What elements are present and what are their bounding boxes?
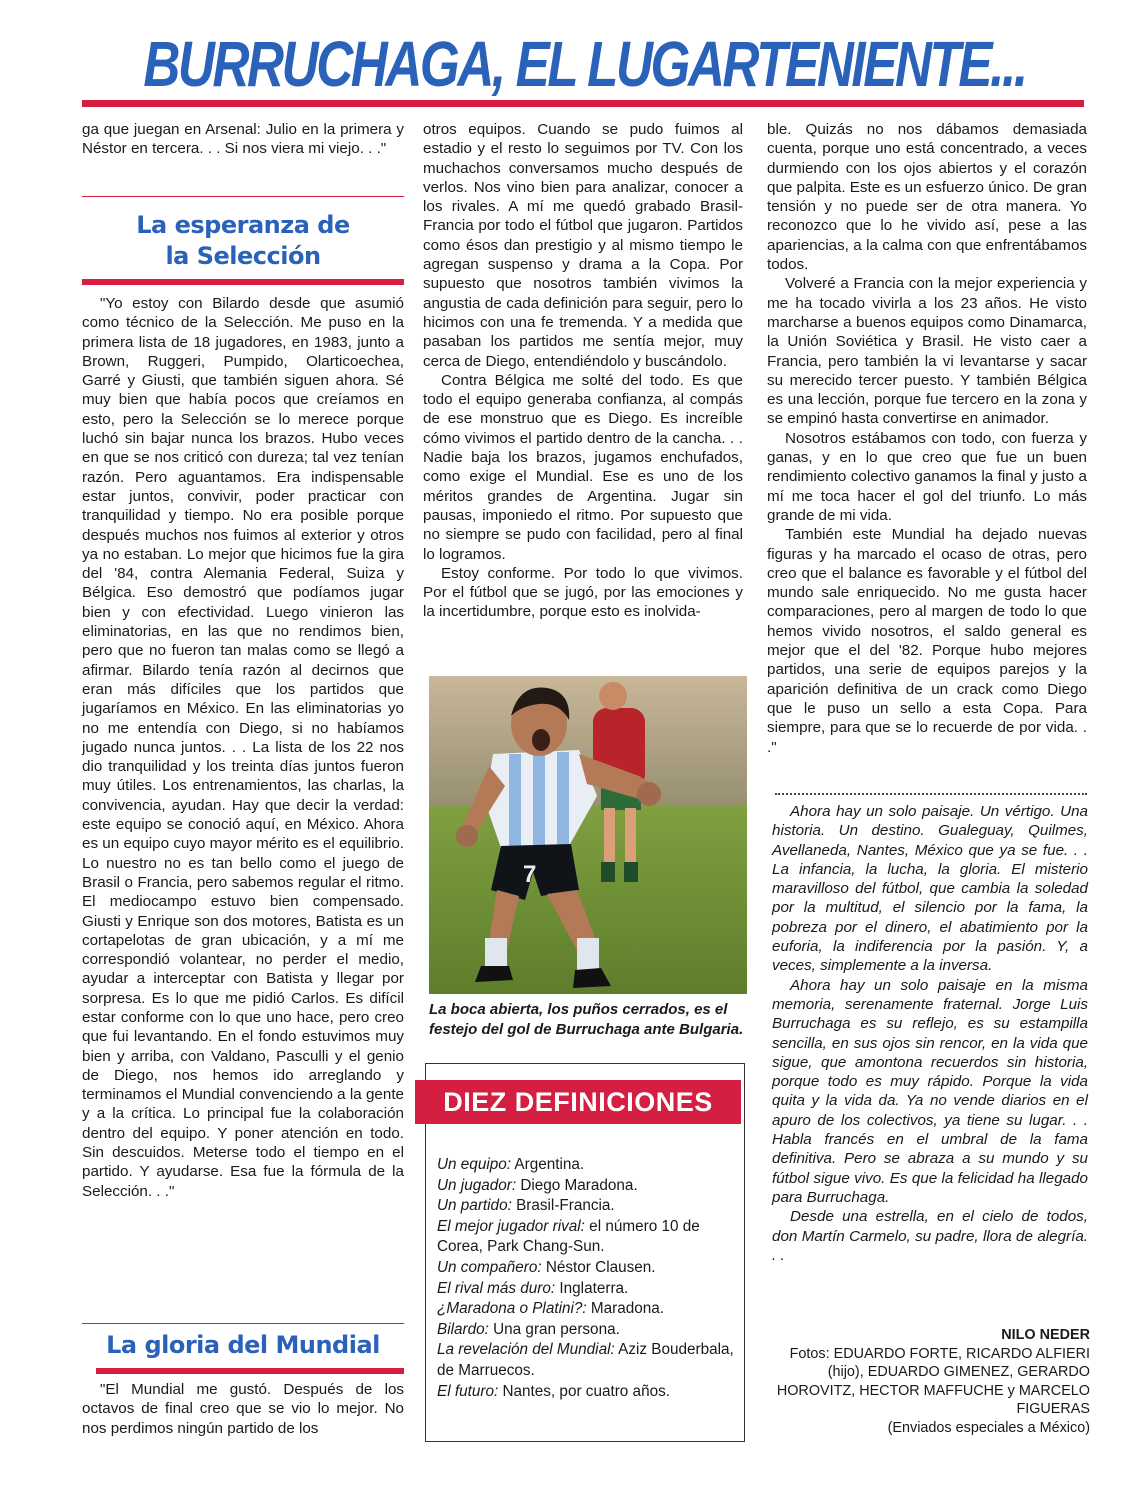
section-heading-esperanza <box>82 210 404 272</box>
paragraph: Contra Bélgica me solté del todo. Es que todo el equipo generaba confianza, al compás de ese monstruo que es Diego. Es increíble cómo vivimos el partido dentro de la cancha. . . Nadie baja los brazos, jugamos enchufados, como exige el Mundial. Ese es uno de los méritos grandes de Argentina. Jugar sin pausas, imponiedo el ritmo. Por supuesto que no siempre se pudo con facilidad, pero al final lo logramos. <box>423 371 743 563</box>
list-item: Un compañero: Néstor Clausen. <box>437 1258 656 1276</box>
paragraph: Ahora hay un solo paisaje. Un vértigo. Una historia. Un destino. Gualeguay, Quilmes, Avellaneda, Nantes, México que ya se fue. . . La infancia, la lucha, la gloria. El misterio maravilloso del fútbol, que cambia la soledad por la multitud, el silencio por la fama, la pobreza por el dinero, el abatimiento por la euforia, la indiferencia por la pasión. Y, a veces, simplemente a la inversa. <box>772 803 1088 975</box>
paragraph: Estoy conforme. Por todo lo que vivimos. Por el fútbol que se jugó, por las emociones y la incertidumbre, porque esto es inolvida- <box>423 564 743 621</box>
heading-line: La esperanza de <box>136 211 350 239</box>
section-rule <box>82 279 404 285</box>
page-title: BURRUCHAGA, EL LUGARTENIENTE... <box>143 28 1026 100</box>
photo-caption: La boca abierta, los puños cerrados, es el festejo del gol de Burruchaga ante Bulgaria. <box>429 1001 744 1038</box>
paragraph: Nosotros estábamos con todo, con fuerza y ganas, y en lo que creo que fue un buen rendimiento colectivo ganamos la final y justo a mí me toca hacer el gol del triunfo. Lo más grande de mi vida. <box>767 429 1087 524</box>
jersey-number: 7 <box>523 861 537 888</box>
paragraph: ble. Quizás no nos dábamos demasiada cuenta, porque uno está concentrado, a veces durmiendo con los ojos abiertos y el corazón que palpita. Este es un esfuerzo único. De gran tensión y no puede ser de otra manera. Yo reconozco que lo he vivido así, pese a las apariencias, a la calma con que enfrentábamos todos. <box>767 121 1087 274</box>
paragraph: Volveré a Francia con la mejor experiencia y me ha tocado vivirla a los 23 años. He visto marcharse a buenos equipos como Dinamarca, la Unión Soviética y Brasil. He visto caer a Francia, pero también la vi levantarse y sacar su merecido tercer puesto. Y también Bélgica es una lección, porque fue tercero en la zona y se empinó hasta convertirse en animador. <box>767 275 1087 428</box>
paragraph: otros equipos. Cuando se pudo fuimos al estadio y el resto lo seguimos por TV. Con los muchachos conversamos mucho después de verlos. Nos vino bien para analizar, conocer a los rivales. A mí me quedó grabado Brasil-Francia por todo el fútbol que jugaron. Partidos como ésos dan prestigio y al mismo tiempo le agregan suspenso y drama a la Copa. Por supuesto que nosotros también vivimos la angustia de cada definición para seguir, pero lo hicimos con una fe tremenda. Y a medida que pasaban los partidos me sentía mejor, muy cerca de Diego, entendiéndolo y buscándolo. <box>423 121 743 370</box>
paragraph: "Yo estoy con Bilardo desde que asumió como técnico de la Selección. Me puso en la primera lista de 18 jugadores, en 1983, junto a Brown, Ruggeri, Pumpido, Olarticoechea, Garré y Giusti, que también siguen ahora. Sé muy bien que había pocos que creíamos en esto, pero la Selección se lo merece porque luchó sin bajar nunca los brazos. Hubo veces en que se nos criticó con dureza; tal vez tenían razón. Pero aguantamos. Era indispensable estar juntos, convivir, poder practicar con tranquilidad y tiempo. No era posible porque después muchos nos fuimos al exterior y otros ya no estaban. Lo mejor que hicimos fue la gira del '84, contra Alemania Federal, Suiza y Bélgica. Eso demostró que podíamos jugar bien y con efectividad. Luego vinieron las eliminatorias, en las que no rendimos bien, pero que no fueron tan malas como se llegó a afirmar. Bilardo tenía razón al decirnos que eran más difíciles que los partidos que jugaríamos en México. En las eliminatorias yo no me entendía con Diego, si no habíamos jugado nunca juntos. . . La lista de los 22 nos dio tranquilidad y los treinta días juntos fueron muy útiles. Los entrenamientos, las charlas, la convivencia, ayudan. Hay que decir la verdad: este equipo se conoció aquí, en México. Ahora es un equipo cuyo mayor mérito es el equilibrio. Lo nuestro no es tan bello como el juego de Brasil o Francia, pero sabemos regular el ritmo. El mediocampo estuvo bien compensado. Giusti y Enrique son dos motores, Batista es un cortapelotas de gran ubicación, y a mí me correspondió volantear, no perder el medio, ayudar a interceptar con Batista y llegar por sorpresa. Es lo que me pidió Carlos. Es difícil estar conforme con lo que uno hace, pero creo que fui levantando. En el fondo estuvimos muy bien y arriba, con Valdano, Pasculli y el genio de Diego, nos hemos ido arreglando y terminamos el Mundial convenciendo a la gente y a la crítica. Lo principal fue la colaboración dentro del equipo. Y poner atención en todo. Sin descuidos. Meterse todo el tiempo en el partido. Y ayudarse. Esa fue la fórmula de la Selección. . ." <box>82 295 404 1200</box>
paragraph: "El Mundial me gustó. Después de los octavos de final creo que se vio lo mejor. No nos perdimos ningún partido de los <box>82 1381 404 1437</box>
column-1-top <box>82 120 404 159</box>
credits <box>768 1326 1090 1438</box>
heading-line: la Selección <box>165 242 321 270</box>
column-3 <box>767 120 1087 757</box>
section-rule <box>82 196 404 197</box>
credits-note: (Enviados especiales a México) <box>887 1419 1090 1436</box>
player-photo <box>429 676 747 994</box>
section-body-esperanza <box>82 294 404 1201</box>
epilogue <box>772 802 1088 1265</box>
column-2 <box>423 120 743 622</box>
paragraph: ga que juegan en Arsenal: Julio en la primera y Néstor en tercera. . . Si nos viera mi viejo. . ." <box>82 121 404 158</box>
list-item: El mejor jugador rival: el número 10 de Corea, Park Chang-Sun. <box>437 1217 700 1256</box>
photo-illustration <box>429 676 747 994</box>
list-item: El rival más duro: Inglaterra. <box>437 1279 629 1297</box>
section-rule <box>82 1323 404 1324</box>
definitions-list <box>437 1155 737 1402</box>
paragraph: Ahora hay un solo paisaje en la misma memoria, serenamente fraternal. Jorge Luis Burruchaga es su reflejo, es su estampilla sencilla, en sus ojos sin rencor, en la vida que sigue, que amontona recuerdos sin historia, porque todo es muy rápido. Porque la vida quita y la vida da. Ya no vende diarios en el apuro de los colectivos, ya tiene su lugar. . . Habla francés en el umbral de la fama definitiva. Pero se abraza a su mundo y su fútbol sigue vivo. Es que la felicidad ha llegado para Burruchaga. <box>772 976 1088 1206</box>
section-rule <box>96 1368 404 1374</box>
list-item: Un partido: Brasil-Francia. <box>437 1197 615 1215</box>
paragraph: Desde una estrella, en el cielo de todos, don Martín Carmelo, su padre, llora de alegría. . . <box>772 1208 1088 1264</box>
list-item: El futuro: Nantes, por cuatro años. <box>437 1382 670 1400</box>
section-heading-gloria: La gloria del Mundial <box>106 1331 380 1359</box>
list-item: Bilardo: Una gran persona. <box>437 1320 620 1338</box>
title-rule <box>82 100 1084 107</box>
author-name: NILO NEDER <box>1001 1327 1090 1343</box>
dotted-divider <box>775 793 1087 795</box>
list-item: Un jugador: Diego Maradona. <box>437 1176 638 1194</box>
list-item: ¿Maradona o Platini?: Maradona. <box>437 1300 665 1318</box>
paragraph: También este Mundial ha dejado nuevas figuras y ha marcado el ocaso de otras, pero creo que el balance es favorable y el fútbol del mundo sale enriquecido. No me gusta hacer comparaciones, pero al margen de todo lo que hemos vivido nosotros, el saldo general es mejor que el del '82. Porque hubo mejores partidos, una serie de equipos parejos y la aparición definitiva de un crack como Diego que le puso un sello a esta Copa. Para siempre, para que se lo recuerde de por vida. . ." <box>767 526 1087 756</box>
photo-credits: Fotos: EDUARDO FORTE, RICARDO ALFIERI (hijo), EDUARDO GIMENEZ, GERARDO HOROVITZ, HECTOR MAFFUCHE y MARCELO FIGUERAS <box>776 1345 1090 1418</box>
list-item: Un equipo: Argentina. <box>437 1156 585 1173</box>
definitions-title: DIEZ DEFINICIONES <box>415 1080 741 1124</box>
section-body-gloria <box>82 1380 404 1438</box>
list-item: La revelación del Mundial: Aziz Bouderbala, de Marruecos. <box>437 1341 734 1379</box>
